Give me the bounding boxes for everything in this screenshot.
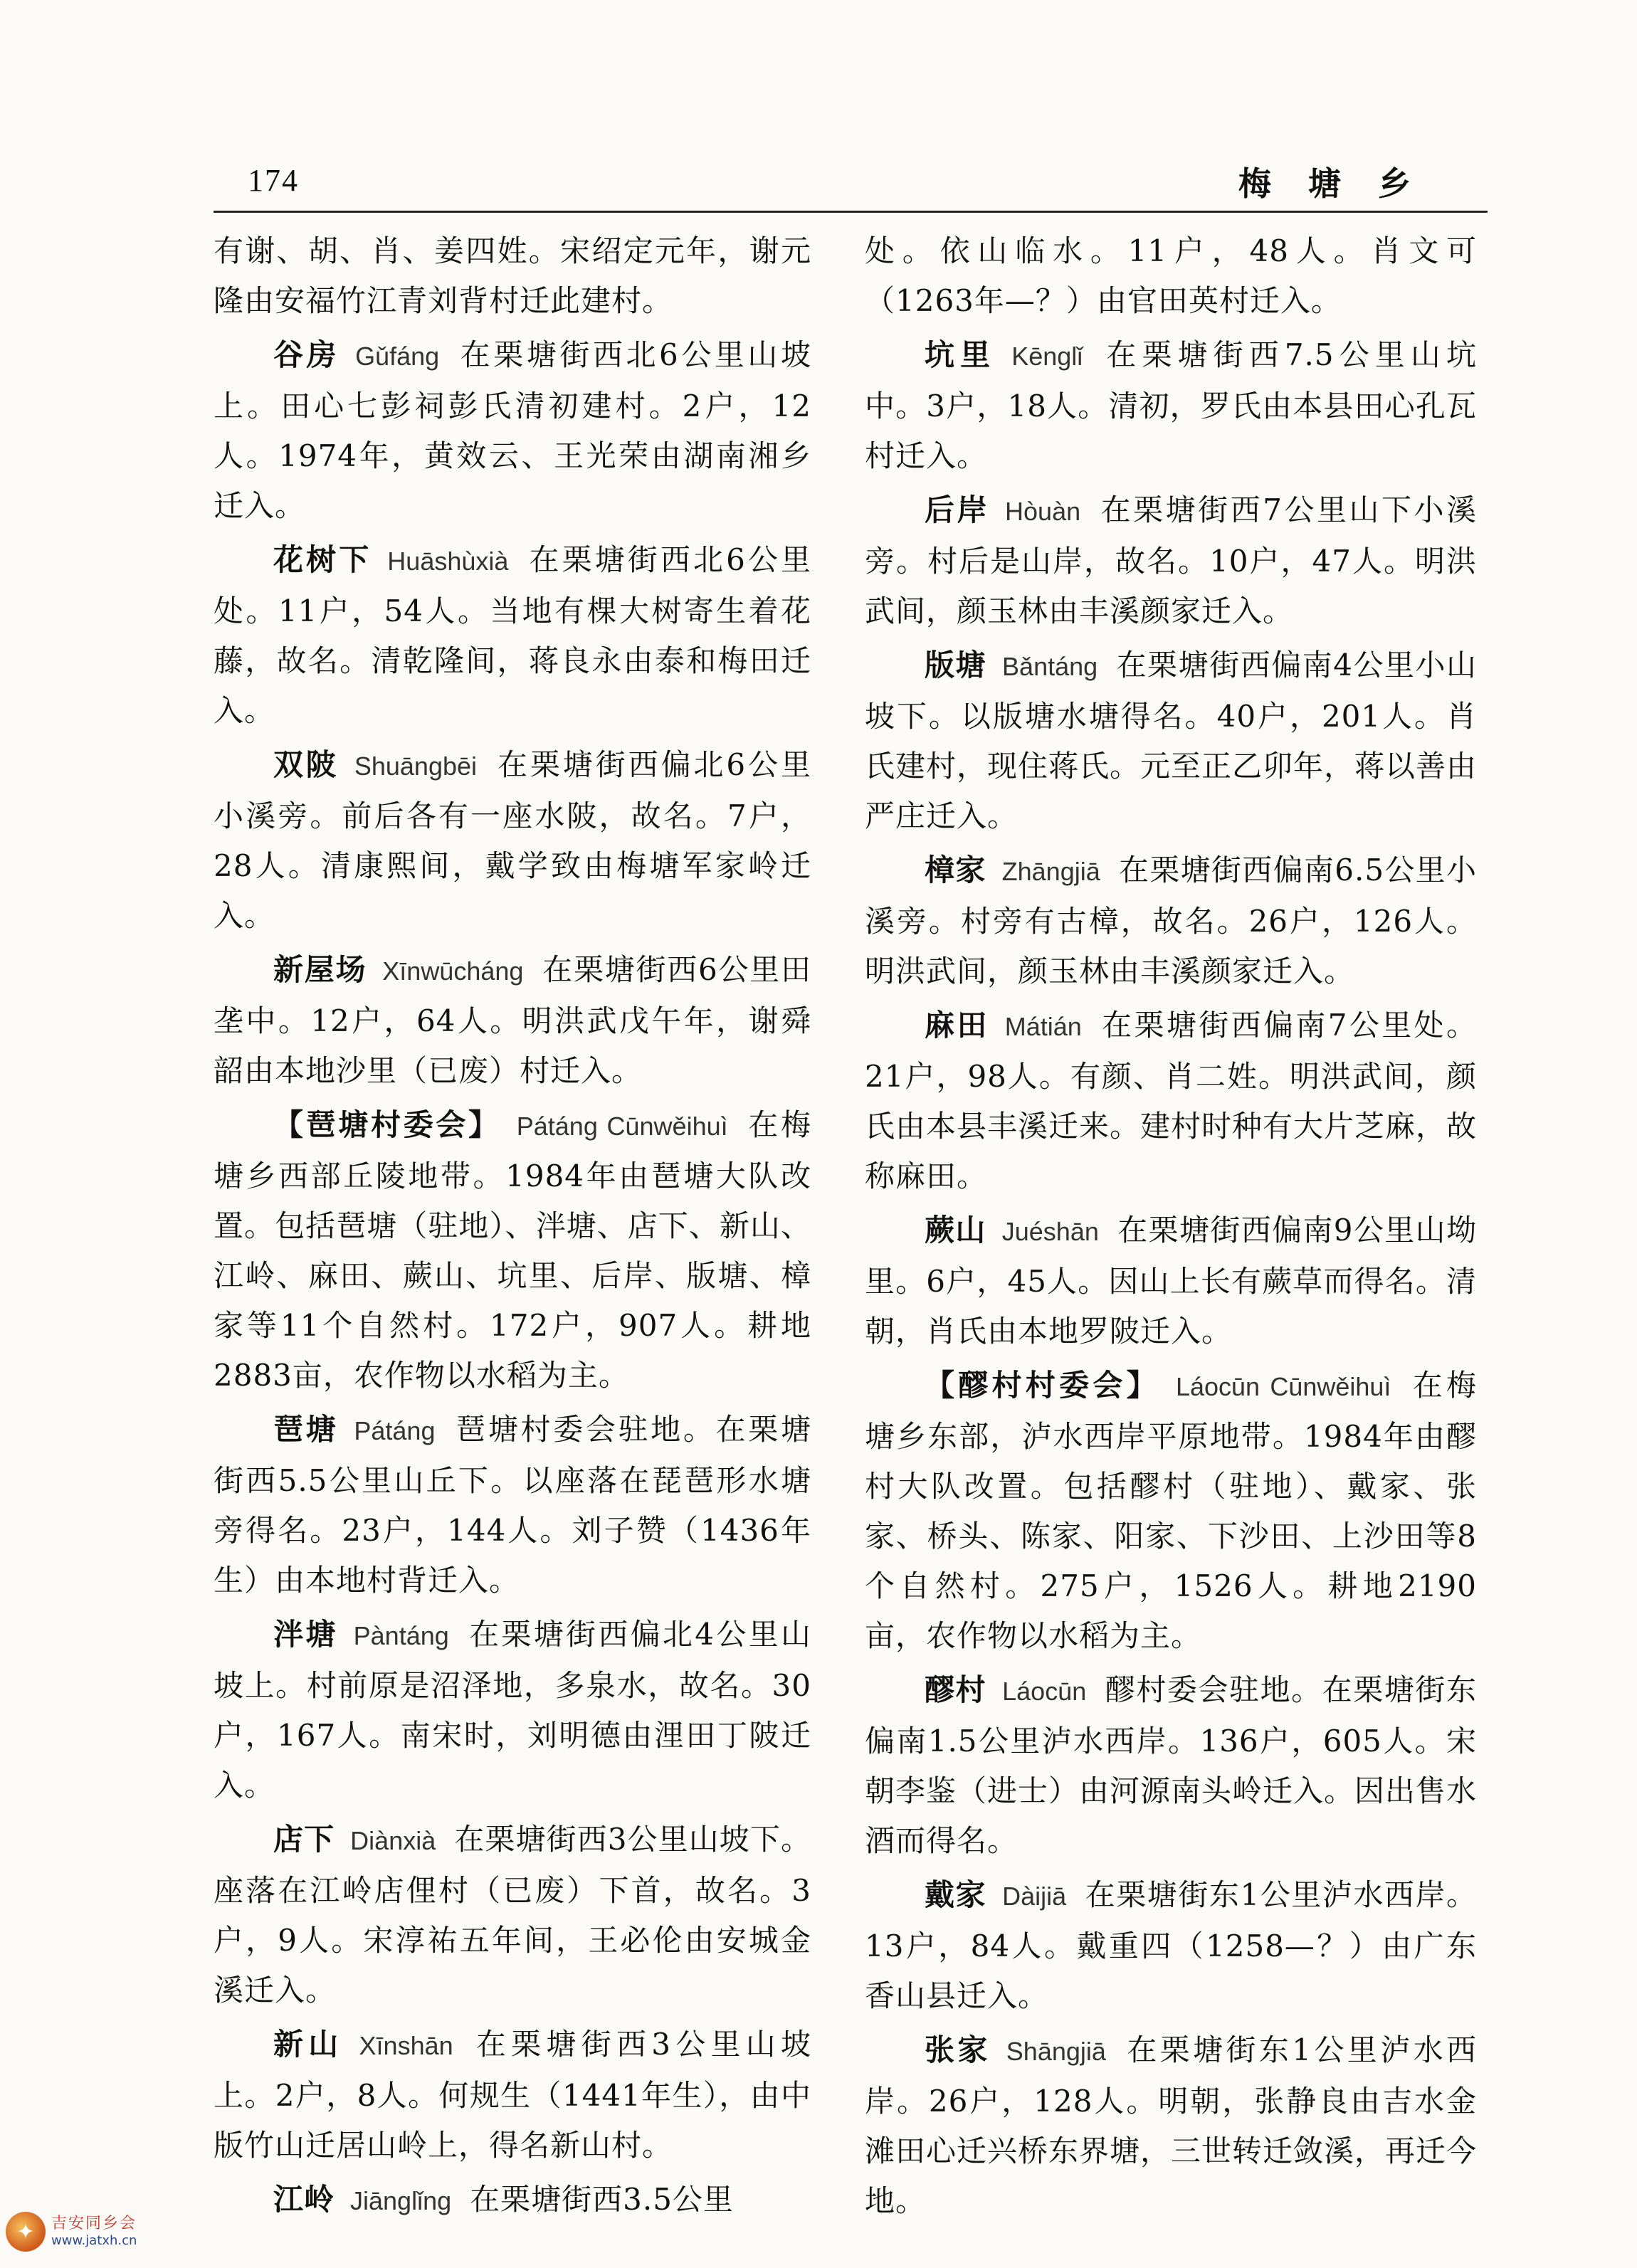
entry-pinyin: Juéshān — [1001, 1217, 1099, 1246]
entry-headword: 琶塘 — [273, 1412, 339, 1447]
dictionary-entry — [214, 1100, 811, 1401]
dictionary-entry — [214, 1815, 811, 2015]
entry-headword: 后岸 — [925, 492, 990, 527]
entry-pinyin: Láocūn — [1002, 1677, 1087, 1706]
dictionary-entry — [865, 330, 1477, 481]
dictionary-entry — [214, 740, 811, 941]
dictionary-entry — [214, 2020, 811, 2171]
dictionary-entry — [865, 485, 1477, 636]
dictionary-entry — [865, 1665, 1477, 1866]
entry-pinyin: Kēnglǐ — [1011, 342, 1083, 371]
entry-headword: 【琶塘村委会】 — [273, 1107, 501, 1142]
continued-text — [214, 226, 811, 326]
left-column — [214, 226, 811, 2230]
entry-text: 在栗塘街西偏南9公里山坳里。6户，45人。因山上长有蕨草而得名。清朝，肖氏由本地罗陂迁入。 — [865, 1213, 1477, 1349]
entry-headword: 版塘 — [925, 648, 987, 682]
dictionary-entry — [865, 1206, 1477, 1356]
dictionary-entry — [865, 640, 1477, 841]
entry-headword: 双陂 — [273, 747, 339, 782]
entry-headword: 蕨山 — [925, 1213, 986, 1248]
entry-text: 琶塘村委会驻地。在栗塘街西5.5公里山丘下。以座落在琵琶形水塘旁得名。23户，144人。刘子赞（1436年生）由本地村背迁入。 — [214, 1412, 811, 1598]
entry-text: 在栗塘街西北6公里处。11户，54人。当地有棵大树寄生着花藤，故名。清乾隆间，蒋良永由泰和梅田迁入。 — [214, 542, 811, 728]
entry-pinyin: Diànxià — [350, 1826, 436, 1855]
entry-headword: 坑里 — [925, 337, 996, 372]
watermark-name: 吉安同乡会 — [51, 2215, 137, 2232]
entry-text: 在栗塘街东1公里泸水西岸。26户，128人。明朝，张静良由吉水金滩田心迁兴桥东界塘，三世转迁敛溪，再迁今地。 — [865, 2032, 1478, 2218]
entry-headword: 醪村 — [925, 1672, 987, 1707]
dictionary-entry — [214, 945, 811, 1096]
entry-headword: 麻田 — [925, 1008, 989, 1043]
entry-pinyin: Pátáng Cūnwěihuì — [516, 1112, 728, 1141]
entry-headword: 泮塘 — [273, 1617, 338, 1652]
entry-headword: 店下 — [273, 1822, 335, 1857]
watermark-logo — [6, 2212, 137, 2252]
right-column — [865, 226, 1477, 2230]
entry-text: 有谢、胡、肖、姜四姓。宋绍定元年，谢元隆由安福竹江青刘背村迁此建村。 — [214, 233, 811, 318]
entry-text: 在梅塘乡东部，泸水西岸平原地带。1984年由醪村大队改置。包括醪村（驻地）、戴家、张家、桥头、陈家、阳家、下沙田、上沙田等8个自然村。275户，1526人。耕地2190亩，农作物以水稻为主。 — [865, 1368, 1477, 1653]
entry-headword: 戴家 — [925, 1877, 987, 1912]
entry-text: 在栗塘街东1公里泸水西岸。13户，84人。戴重四（1258—？）由广东香山县迁入。 — [865, 1877, 1477, 2013]
entry-pinyin: Gǔfáng — [355, 342, 440, 371]
entry-pinyin: Dàijiā — [1002, 1882, 1067, 1911]
dictionary-entry — [865, 1870, 1477, 2021]
entry-pinyin: Jiānglǐng — [350, 2186, 452, 2215]
dictionary-entry — [214, 1405, 811, 1605]
entry-headword: 谷房 — [273, 337, 340, 372]
entry-pinyin: Pátáng — [354, 1416, 436, 1445]
entry-headword: 张家 — [925, 2032, 991, 2067]
entry-text: 在栗塘街西偏北6公里小溪旁。前后各有一座水陂，故名。7户，28人。清康熙间，戴学致由梅塘军家岭迁入。 — [214, 747, 811, 933]
dictionary-entry — [865, 2025, 1477, 2226]
entry-text: 在栗塘街西3公里山坡下。座落在江岭店俚村（已废）下首，故名。3户，9人。宋淳祐五年间，王必伦由安城金溪迁入。 — [214, 1822, 811, 2008]
entry-text: 在栗塘街西7公里山下小溪旁。村后是山岸，故名。10户，47人。明洪武间，颜玉林由丰溪颜家迁入。 — [865, 492, 1477, 628]
watermark-text — [51, 2216, 137, 2247]
entry-pinyin: Shāngjiā — [1006, 2037, 1106, 2066]
dictionary-entry — [865, 1361, 1477, 1661]
running-head: 梅 塘 乡 — [1238, 164, 1424, 203]
entry-text: 在栗塘街西6公里田垄中。12户，64人。明洪武戊午年，谢舜韶由本地沙里（已废）村迁入。 — [214, 952, 811, 1088]
entry-text: 在栗塘街西7.5公里山坑中。3户，18人。清初，罗氏由本县田心孔瓦村迁入。 — [865, 337, 1477, 473]
dictionary-entry — [214, 535, 811, 736]
entry-pinyin: Láocūn Cūnwěihuì — [1175, 1372, 1391, 1401]
entry-text: 在栗塘街西偏北4公里山坡上。村前原是沼泽地，多泉水，故名。30户，167人。南宋时，刘明德由浬田丁陂迁入。 — [214, 1617, 811, 1803]
entry-pinyin: Xīnwūcháng — [382, 956, 524, 986]
entry-pinyin: Shuāngbēi — [354, 751, 478, 781]
entry-text: 在栗塘街西偏南7公里处。21户，98人。有颜、肖二姓。明洪武间，颜氏由本县丰溪迁来。建村时种有大片芝麻，故称麻田。 — [865, 1008, 1478, 1193]
entry-pinyin: Zhāngjiā — [1001, 857, 1100, 886]
entry-headword: 【醪村村委会】 — [925, 1368, 1160, 1403]
dictionary-entry — [214, 2175, 811, 2226]
entry-headword: 新屋场 — [273, 952, 367, 987]
entry-pinyin: Pàntáng — [353, 1621, 449, 1650]
dictionary-entry — [865, 1001, 1477, 1201]
entry-text: 在栗塘街西偏南4公里小山坡下。以版塘水塘得名。40户，201人。肖氏建村，现住蒋氏。元至正乙卯年，蒋以善由严庄迁入。 — [865, 648, 1478, 833]
dictionary-entry — [214, 1610, 811, 1810]
entry-text: 在栗塘街西偏南6.5公里小溪旁。村旁有古樟，故名。26户，126人。明洪武间，颜玉林由丰溪颜家迁入。 — [865, 853, 1477, 988]
entry-headword: 花树下 — [273, 542, 372, 577]
page-number: 174 — [248, 163, 299, 198]
entry-text: 醪村委会驻地。在栗塘街东偏南1.5公里泸水西岸。136户，605人。宋朝李鉴（进士）由河源南头岭迁入。因出售水酒而得名。 — [865, 1672, 1478, 1858]
entry-pinyin: Bǎntáng — [1002, 652, 1098, 681]
entry-pinyin: Hòuàn — [1005, 497, 1081, 526]
watermark-url: www.jatxh.cn — [51, 2233, 137, 2248]
entry-headword: 新山 — [273, 2027, 344, 2062]
continued-text — [865, 226, 1477, 326]
entry-text: 在栗塘街西3公里山坡上。2户，8人。何规生（1441年生），由中版竹山迁居山岭上，得名新山村。 — [214, 2027, 811, 2163]
dictionary-entry — [865, 845, 1477, 996]
entry-text: 在栗塘街西3.5公里 — [470, 2182, 734, 2217]
globe-icon: ✦ — [6, 2212, 46, 2252]
entry-pinyin: Xīnshān — [359, 2031, 453, 2060]
entry-headword: 江岭 — [273, 2182, 335, 2217]
entry-pinyin: Mátián — [1004, 1012, 1082, 1041]
header-rule — [214, 211, 1488, 213]
entry-text: 处。依山临水。11户，48人。肖文可（1263年—？）由官田英村迁入。 — [865, 233, 1477, 318]
entry-pinyin: Huāshùxià — [387, 547, 509, 576]
entry-text: 在栗塘街西北6公里山坡上。田心七彭祠彭氏清初建村。2户，12人。1974年，黄效云、王光荣由湖南湘乡迁入。 — [214, 337, 811, 523]
entry-headword: 樟家 — [925, 853, 986, 887]
entry-text: 在梅塘乡西部丘陵地带。1984年由琶塘大队改置。包括琶塘（驻地）、泮塘、店下、新山、江岭、麻田、蕨山、坑里、后岸、版塘、樟家等11个自然村。172户，907人。耕地2883亩，农作物以水稻为主。 — [214, 1107, 811, 1393]
dictionary-entry — [214, 330, 811, 531]
